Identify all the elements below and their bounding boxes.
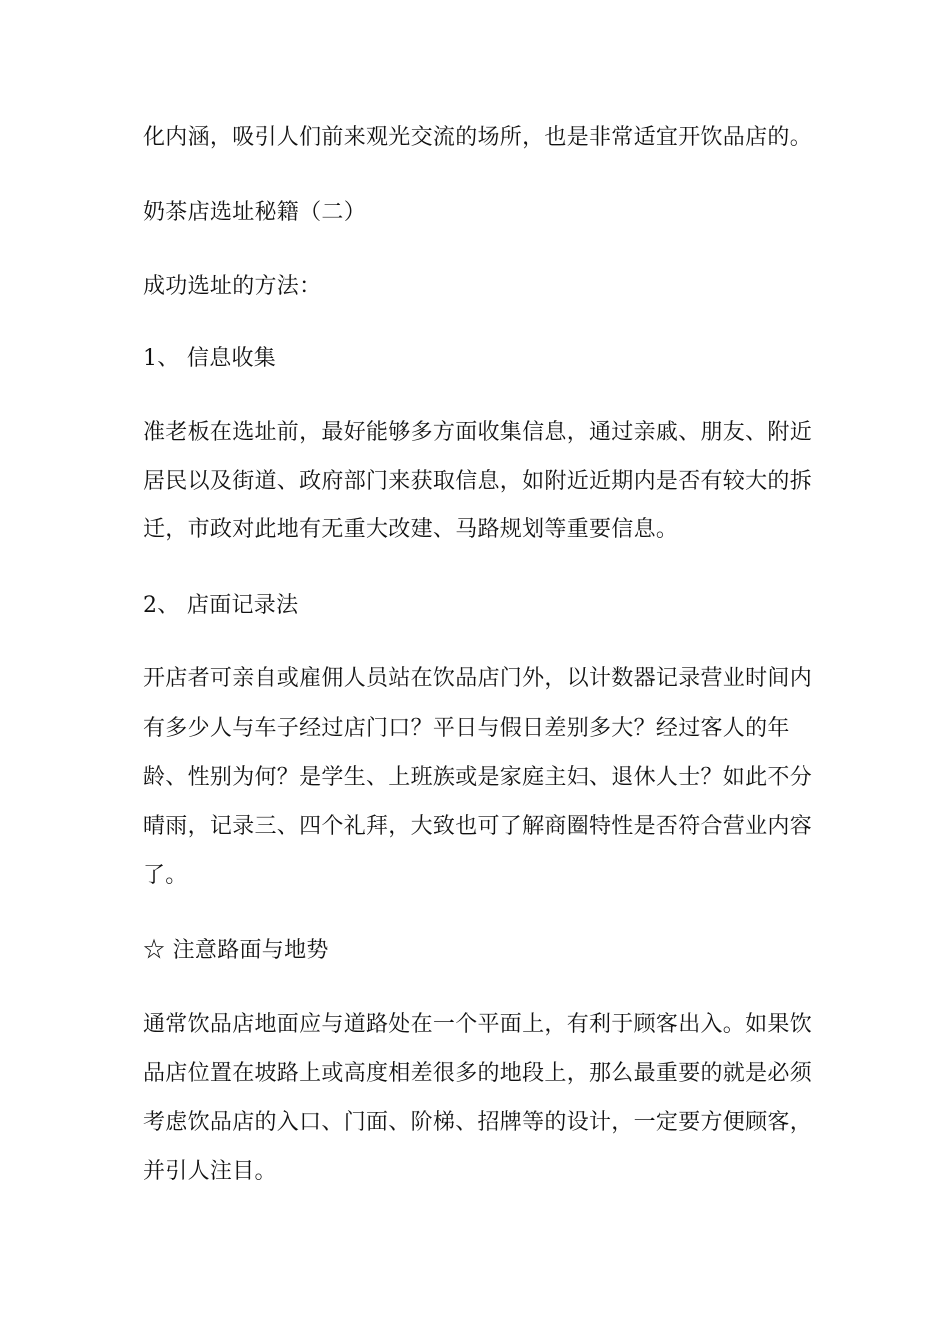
- section-heading: 奶茶店选址秘籍（二）: [143, 200, 367, 225]
- methods-heading: 成功选址的方法：: [143, 274, 322, 299]
- item-1-text-line: 迁，市政对此地有无重大改建、马路规划等重要信息。: [143, 517, 679, 542]
- item-2-text-line: 了。: [143, 863, 188, 888]
- terrain-text-line: 并引人注目。: [143, 1159, 277, 1184]
- paragraph-intro-end: 化内涵，吸引人们前来观光交流的场所，也是非常适宜开饮品店的。: [143, 125, 813, 150]
- item-1-text-line: 准老板在选址前，最好能够多方面收集信息，通过亲戚、朋友、附近: [143, 420, 813, 445]
- item-2-text-line: 有多少人与车子经过店门口？平日与假日差别多大？经过客人的年: [143, 716, 790, 741]
- item-2-heading: 2、 店面记录法: [143, 593, 299, 618]
- star-heading: ☆ 注意路面与地势: [143, 938, 329, 963]
- item-1-heading: 1、 信息收集: [143, 346, 277, 371]
- terrain-text-line: 考虑饮品店的入口、门面、阶梯、招牌等的设计，一定要方便顾客，: [143, 1110, 813, 1135]
- item-2-text-line: 龄、性别为何？是学生、上班族或是家庭主妇、退休人士？如此不分: [143, 765, 813, 790]
- terrain-text-line: 通常饮品店地面应与道路处在一个平面上，有利于顾客出入。如果饮: [143, 1012, 813, 1037]
- terrain-text-line: 品店位置在坡路上或高度相差很多的地段上，那么最重要的就是必须: [143, 1061, 813, 1086]
- item-2-text-line: 晴雨，记录三、四个礼拜，大致也可了解商圈特性是否符合营业内容: [143, 814, 813, 839]
- item-2-text-line: 开店者可亲自或雇佣人员站在饮品店门外，以计数器记录营业时间内: [143, 666, 813, 691]
- item-1-text-line: 居民以及街道、政府部门来获取信息，如附近近期内是否有较大的拆: [143, 469, 813, 494]
